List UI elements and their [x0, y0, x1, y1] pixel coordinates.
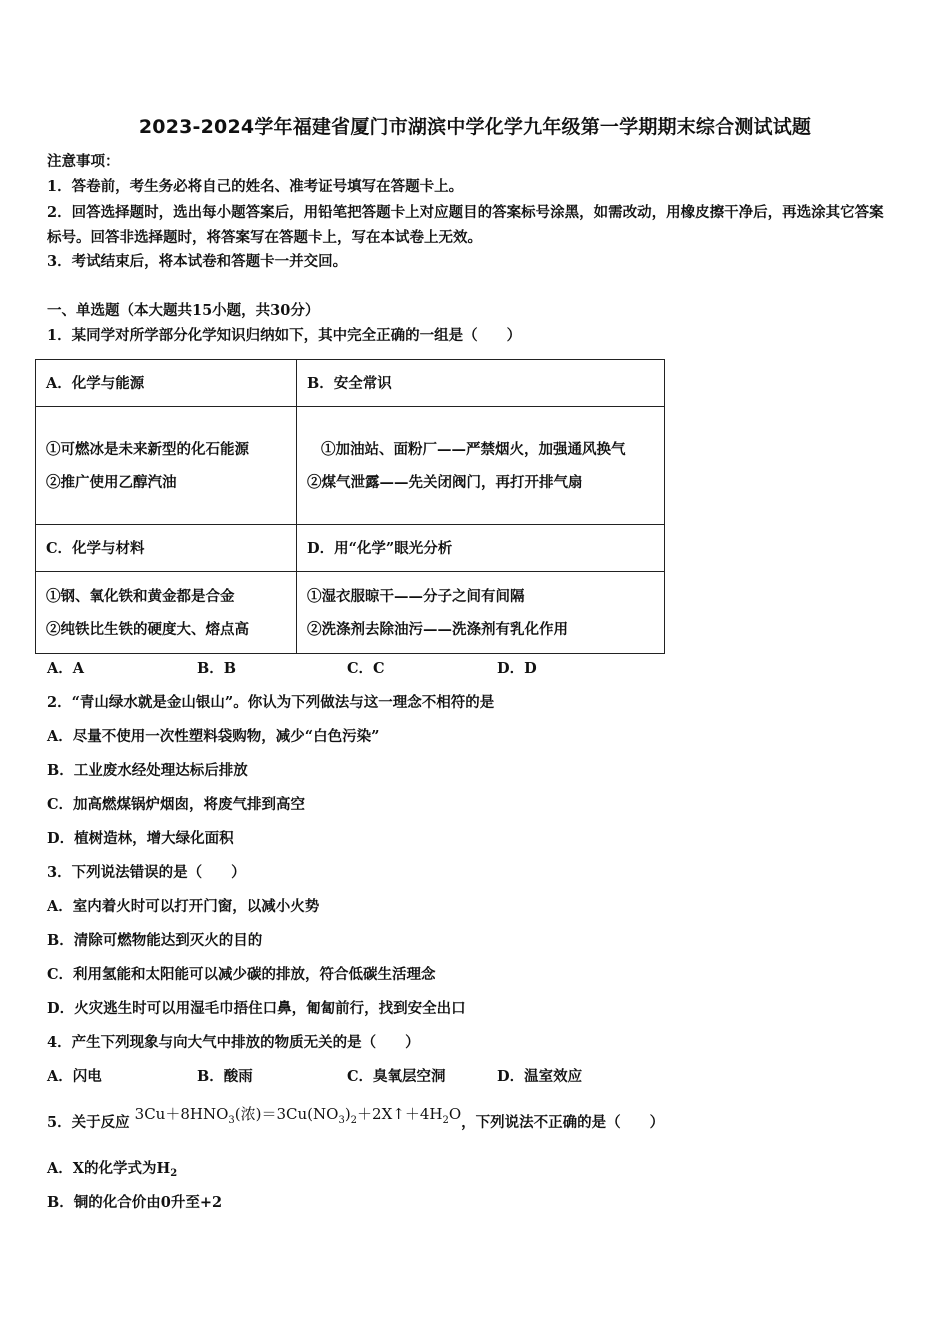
- option: D．火灾逃生时可以用湿毛巾捂住口鼻，匍匐前行，找到安全出口: [47, 1000, 466, 1017]
- table-cell: B．安全常识: [297, 360, 665, 407]
- table-cell-line: ②推广使用乙醇汽油: [46, 473, 177, 491]
- option: C．利用氢能和太阳能可以减少碳的排放，符合低碳生活理念: [47, 966, 436, 983]
- table-cell: A．化学与能源: [36, 360, 297, 407]
- notice-item: 2．回答选择题时，选出每小题答案后，用铅笔把答题卡上对应题目的答案标号涂黑，如需改动，用橡皮擦干净后，再选涂其它答案标号。回答非选择题时，将答案写在答题卡上，写在本试卷上无效。: [47, 204, 884, 246]
- question-suffix: ，下列说法不正确的是（ ）: [461, 1114, 665, 1131]
- question-stem: [47, 1105, 665, 1139]
- notice-item: 3．考试结束后，将本试卷和答题卡一并交回。: [47, 253, 348, 270]
- question-stem: 2．“青山绿水就是金山银山”。你认为下列做法与这一理念不相符的是: [47, 694, 495, 711]
- table-cell-line: ②洗涤剂去除油污——洗涤剂有乳化作用: [307, 620, 568, 638]
- table-cell: [297, 572, 665, 654]
- option: A．室内着火时可以打开门窗，以减小火势: [47, 898, 320, 915]
- table-cell: [36, 572, 297, 654]
- option: D．植树造林，增大绿化面积: [47, 830, 234, 847]
- option: B．酸雨: [197, 1068, 253, 1085]
- question-stem: 1．某同学对所学部分化学知识归纳如下，其中完全正确的一组是（ ）: [47, 327, 522, 344]
- option: A．闪电: [47, 1068, 102, 1085]
- question-stem: 3．下列说法错误的是（ ）: [47, 864, 246, 881]
- table-cell-line: ①湿衣服晾干——分子之间有间隔: [307, 587, 525, 605]
- subscript: 2: [170, 1168, 178, 1179]
- table-cell: [36, 407, 297, 525]
- table-cell: [297, 407, 665, 525]
- question-stem: 4．产生下列现象与向大气中排放的物质无关的是（ ）: [47, 1034, 420, 1051]
- option: D．D: [497, 660, 537, 677]
- option: A．A: [47, 660, 85, 677]
- question-prefix: 5．关于反应: [47, 1114, 130, 1131]
- option: B．工业废水经处理达标后排放: [47, 762, 248, 779]
- option: C．臭氧层空洞: [347, 1068, 446, 1085]
- table-cell: C．化学与材料: [36, 525, 297, 572]
- section-heading: 一、单选题（本大题共15小题，共30分）: [47, 302, 320, 319]
- option: B．B: [197, 660, 237, 677]
- answer-options: [47, 659, 647, 679]
- option: C．加高燃煤锅炉烟囱，将废气排到高空: [47, 796, 306, 813]
- table-cell: D．用“化学”眼光分析: [297, 525, 665, 572]
- option: B．清除可燃物能达到灭火的目的: [47, 932, 263, 949]
- option: A．尽量不使用一次性塑料袋购物，减少“白色污染”: [47, 728, 380, 745]
- table-cell-line: ②纯铁比生铁的硬度大、熔点高: [46, 620, 249, 638]
- page-title: 2023-2024学年福建省厦门市湖滨中学化学九年级第一学期期末综合测试试题: [138, 116, 812, 138]
- notice-item: 1．答卷前，考生务必将自己的姓名、准考证号填写在答题卡上。: [47, 178, 464, 195]
- option: C．C: [347, 660, 385, 677]
- table-cell-line: ①加油站、面粉厂——严禁烟火，加强通风换气: [321, 440, 626, 458]
- option-text: A．X的化学式为H: [47, 1160, 171, 1177]
- table-cell-line: ②煤气泄露——先关闭阀门，再打开排气扇: [307, 473, 583, 491]
- option: D．温室效应: [497, 1068, 583, 1085]
- option: B．铜的化合价由0升至+2: [47, 1194, 223, 1211]
- knowledge-table: [35, 359, 665, 654]
- notice-heading: 注意事项：: [47, 153, 120, 170]
- chemical-equation: $3Cu+8HNO_3$(浓)$=3Cu(NO_3)_2+2X↑+4H_2O$: [134, 1105, 462, 1126]
- answer-options: [47, 1067, 647, 1087]
- table-cell-line: ①钢、氧化铁和黄金都是合金: [46, 587, 235, 605]
- option: [47, 1159, 177, 1181]
- table-cell-line: ①可燃冰是未来新型的化石能源: [46, 440, 249, 458]
